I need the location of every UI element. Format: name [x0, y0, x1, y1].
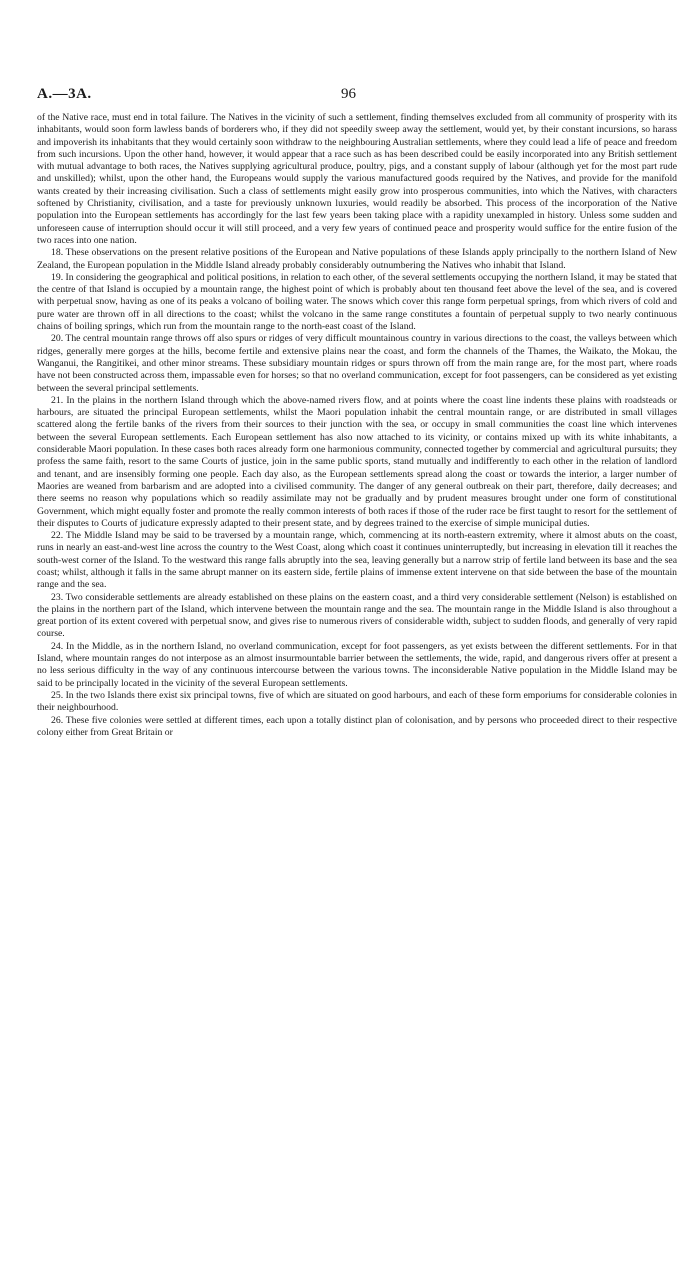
paragraph-25: 25. In the two Islands there exist six principal towns, five of which are situated on good harbours, and each of these form emporiums for considerable colonies in their neighbourhood.: [37, 689, 677, 714]
document-page: [37, 86, 677, 739]
paragraph-24: 24. In the Middle, as in the northern Island, no overland communication, except for foot passengers, as yet exists between the different settlements. For in that Island, where mountain ranges do not interpose as an almost insurmountable barrier between the settlements, the wide, rapid, and dangerous rivers offer at present a no less serious difficulty in the way of any continuous intercourse between the various towns. The inconsiderable Native population in the Middle Island may be said to be principally located in the vicinity of the several European settlements.: [37, 640, 677, 689]
paragraph-22: 22. The Middle Island may be said to be traversed by a mountain range, which, commencing at its north-eastern extremity, where it almost abuts on the coast, runs in nearly an east-and-west line across the country to the West Coast, along which coast it continues uninterruptedly, but increasing in elevation till it reaches the south-west corner of the Island. To the westward this range falls abruptly into the sea, leaving generally but a narrow strip of fertile land between its base and the sea coast; whilst, although it falls in the same abrupt manner on its eastern side, fertile plains of immense extent intervene on that side between the base of the mountain range and the sea.: [37, 530, 677, 591]
paragraph-26: 26. These five colonies were settled at different times, each upon a totally distinct plan of colonisation, and by persons who proceeded direct to their respective colony either from Great Britain or: [37, 714, 677, 738]
document-reference: A.—3A.: [37, 86, 92, 102]
paragraph-18: 18. These observations on the present relative positions of the European and Native populations of these Islands apply principally to the northern Island of New Zealand, the European population in the Middle Island already probably considerably outnumbering the Natives who inhabit that Island.: [37, 247, 677, 271]
paragraph-continuation: of the Native race, must end in total failure. The Natives in the vicinity of such a settlement, finding themselves excluded from all community of prosperity with its inhabitants, would soon form lawless bands of borderers who, if they did not speedily sweep away the settlement, would yet, by their constant incursions, so harass and impoverish its inhabitants that they would certainly soon withdraw to the neighbouring Australian settlements, where they could lead a life of peace and freedom from such incursions. Upon the other hand, however, it would appear that a race such as has been described could be easily incorporated into any British settlement with mutual advantage to both races, the Natives supplying agricultural produce, poultry, pigs, and a constant supply of labour (although yet for the most part rude and unskilled); whilst, upon the other hand, the Europeans would supply the various manufactured goods required by the Natives, and provide for the manifold wants created by their increasing civilisation. Such a class of settlements might easily grow into prosperous communities, into which the Natives, with characters softened by Christianity, civilisation, and a taste for previously unknown luxuries, would readily be absorbed. This process of the incorporation of the Native population into the European settlements has accordingly for the last few years been taking place with a rapidity unexampled in history. Unless some sudden and unforeseen cause of interruption should occur it will still proceed, and a very few years of continued peace and prosperity would suffice for the entire fusion of the two races into one nation.: [37, 112, 678, 246]
paragraph-21: 21. In the plains in the northern Island through which the above-named rivers flow, and at points where the coast line indents these plains with roadsteads or harbours, are situated the principal European settlements, whilst the Maori population inhabit the central mountain range, or are distributed in small villages scattered along the fertile banks of the rivers from their sources to their junction with the sea, or occupy in small communities the coast line which intervenes between the several European settlements. Each European settlement has also now attached to its vicinity, or contains mixed up with its white inhabitants, a considerable Maori population. In these cases both races already form one harmonious community, connected together by commercial and agricultural pursuits; they profess the same faith, resort to the same Courts of justice, join in the same public sports, stand mutually and indifferently to each other in the relation of landlord and tenant, and are insensibly forming one people. Each day also, as the European settlements spread along the coast or towards the interior, a larger number of Maories are weaned from barbarism and are adopted into a civilised community. The danger of any general outbreak on their part, therefore, daily decreases; and there seems no reason why populations which so readily assimilate may not be gradually and by prudent measures brought under one form of constitutional Government, which might equally foster and promote the really common interests of both races if those of the ruder race be first taught to resort for the settlement of their disputes to Courts of judicature expressly adapted to their present state, and by degrees trained to the exercise of simple municipal duties.: [37, 394, 677, 529]
paragraph-19: 19. In considering the geographical and political positions, in relation to each other, of the several settlements occupying the northern Island, it may be stated that the centre of that Island is occupied by a mountain range, the highest point of which is probably about ten thousand feet above the level of the sea, and is covered with perpetual snow, having as one of its peaks a volcano of boiling water. The snows which cover this range form perpetual springs, from which rivers of cold and pure water are thrown off in all directions to the coast; whilst the volcano in the same range constitutes a fountain of perpetual supply to two nearly continuous chains of boiling springs, which run from the mountain range to the north-east coast of the Island.: [37, 271, 677, 333]
body-text: [37, 112, 677, 739]
page-header: [37, 86, 677, 108]
page-number: 96: [341, 86, 356, 102]
paragraph-20: 20. The central mountain range throws off also spurs or ridges of very difficult mountainous country in various directions to the coast, the valleys between which ridges, generally mere gorges at the hills, become fertile and extensive plains near the coast, and form the channels of the Thames, the Waikato, the Mokau, the Wanganui, the Rangitikei, and other minor streams. These subsidiary mountain ridges or spurs thrown off from the main range are, for the most part, where roads have not been constructed across them, impassable even for horses; so that no overland communication, except for foot passengers, can be considered as yet existing between the several principal settlements.: [37, 333, 677, 394]
paragraph-23: 23. Two considerable settlements are already established on these plains on the eastern coast, and a third very considerable settlement (Nelson) is established on the plains in the northern part of the Island, which intervene between the mountain range and the sea. The mountain range in the Middle Island is also throughout a great portion of its extent covered with perpetual snow, and gives rise to numerous rivers of considerable width, subject to sudden floods, and generally of very rapid course.: [37, 591, 677, 640]
